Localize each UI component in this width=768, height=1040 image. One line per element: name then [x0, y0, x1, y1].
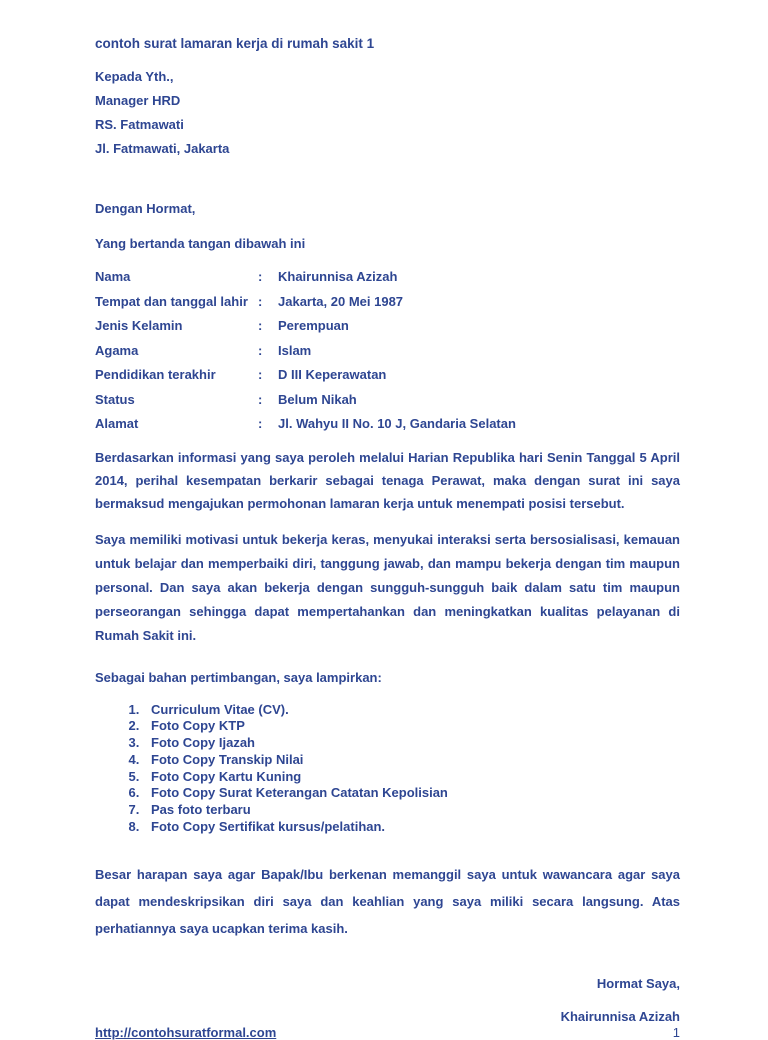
paragraph-closing: Besar harapan saya agar Bapak/Ibu berkenan memanggil saya untuk wawancara agar saya dapat mendeskripsikan diri saya dan keahlian yang saya miliki secara langsung. Atas perhatiannya saya ucapkan terima kasih.: [95, 866, 680, 936]
detail-row: [95, 388, 680, 413]
detail-row: [95, 363, 680, 388]
attachments-intro: Sebagai bahan pertimbangan, saya lampirkan:: [95, 669, 382, 685]
recipient-line: RS. Fatmawati: [95, 117, 184, 132]
detail-colon: :: [258, 269, 263, 284]
detail-colon: :: [258, 391, 263, 407]
attachment-item: 2. Foto Copy KTP: [143, 718, 680, 735]
personal-details: [95, 265, 680, 437]
detail-value: D III Keperawatan: [278, 367, 387, 382]
detail-value: Perempuan: [278, 318, 349, 333]
attachment-item: 4. Foto Copy Transkip Nilai: [143, 752, 680, 769]
recipient-block: [95, 65, 680, 161]
attachment-item: 7. Pas foto terbaru: [143, 802, 680, 819]
detail-label: Status: [95, 391, 135, 407]
detail-colon: :: [258, 416, 263, 431]
attachment-item: 1. Curriculum Vitae (CV).: [143, 702, 680, 719]
signoff-block: [95, 942, 680, 1025]
detail-colon: :: [258, 293, 263, 309]
paragraph-opening: Berdasarkan informasi yang saya peroleh melalui Harian Republika hari Senin Tanggal 5 April 2014, perihal kesempatan berkarir sebagai tenaga Perawat, maka dengan surat ini saya bermaksud mengajukan permohonan lamaran kerja untuk menempati posisi tersebut.: [95, 449, 680, 511]
detail-value: Jl. Wahyu II No. 10 J, Gandaria Selatan: [278, 416, 516, 431]
attachments-list: [95, 702, 680, 836]
detail-label: Tempat dan tanggal lahir: [95, 293, 248, 309]
intro-line: Yang bertanda tangan dibawah ini: [95, 236, 306, 251]
document-title: contoh surat lamaran kerja di rumah sakit 1: [95, 36, 375, 51]
attachment-item: 8. Foto Copy Sertifikat kursus/pelatihan.: [143, 819, 680, 836]
detail-value: Jakarta, 20 Mei 1987: [278, 293, 404, 309]
detail-label: Jenis Kelamin: [95, 318, 183, 333]
detail-colon: :: [258, 318, 263, 333]
detail-label: Nama: [95, 269, 131, 284]
detail-value: Khairunnisa Azizah: [278, 269, 398, 284]
recipient-line: Manager HRD: [95, 93, 181, 108]
page-number: 1: [672, 1024, 680, 1040]
detail-colon: :: [258, 367, 263, 382]
detail-row: [95, 314, 680, 339]
detail-row: [95, 412, 680, 437]
detail-label: Alamat: [95, 416, 139, 431]
signoff-name: Khairunnisa Azizah: [560, 1008, 680, 1024]
signoff-salutation: Hormat Saya,: [596, 975, 680, 991]
detail-label: Pendidikan terakhir: [95, 367, 216, 382]
recipient-line: Kepada Yth.,: [95, 69, 174, 84]
detail-value: Islam: [278, 342, 312, 358]
footer-link[interactable]: http://contohsuratformal.com: [95, 1024, 277, 1040]
detail-row: [95, 265, 680, 290]
paragraph-motivation: Saya memiliki motivasi untuk bekerja keras, menyukai interaksi serta bersosialisasi, kemauan untuk belajar dan memperbaiki diri, tanggung jawab, dan mampu bekerja dengan tim maupun personal. Dan saya akan bekerja dengan sungguh-sungguh baik dalam satu tim maupun perseorangan sehingga dapat mempertahankan dan meningkatkan kualitas pelayanan di Rumah Sakit ini.: [95, 531, 680, 643]
detail-row: [95, 290, 680, 315]
detail-colon: :: [258, 342, 263, 358]
page-footer: [95, 1025, 680, 1040]
detail-label: Agama: [95, 342, 139, 358]
attachment-item: 5. Foto Copy Kartu Kuning: [143, 769, 680, 786]
recipient-line: Jl. Fatmawati, Jakarta: [95, 141, 230, 156]
detail-row: [95, 339, 680, 364]
salutation: Dengan Hormat,: [95, 201, 196, 216]
attachment-item: 6. Foto Copy Surat Keterangan Catatan Kepolisian: [143, 785, 680, 802]
attachment-item: 3. Foto Copy Ijazah: [143, 735, 680, 752]
detail-value: Belum Nikah: [278, 391, 357, 407]
